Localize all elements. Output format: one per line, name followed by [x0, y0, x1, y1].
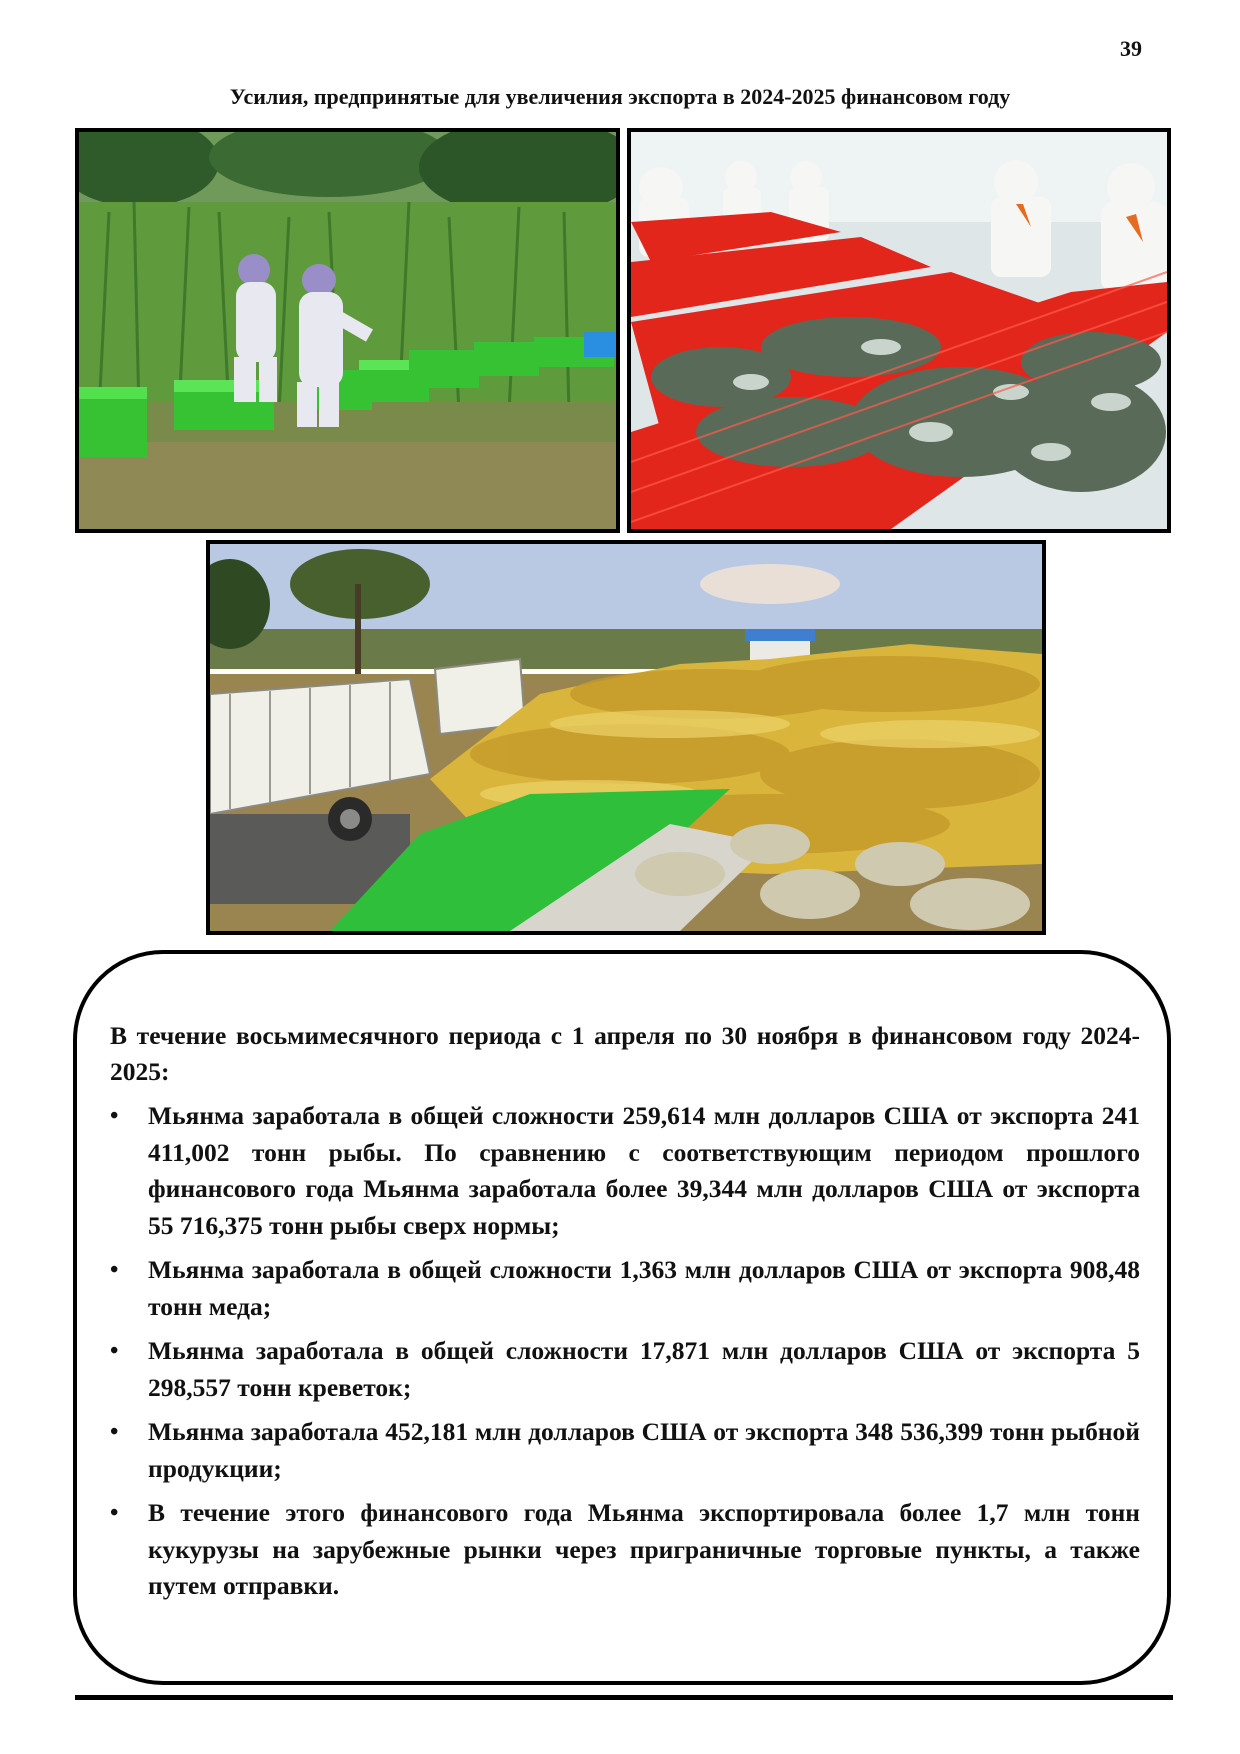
corn-sacks-photo: [206, 540, 1046, 935]
bullet-text: Мьянма заработала 452,181 млн долларов США от экспорта 348 536,399 тонн рыбной продукции;: [148, 1417, 1140, 1483]
shrimp-illustration: [631, 132, 1167, 529]
bullet-dot: •: [110, 1103, 119, 1129]
shrimp-processing-photo: [627, 128, 1171, 533]
list-item: [110, 1098, 1140, 1244]
bullet-text: Мьянма заработала в общей сложности 259,614 млн долларов США от экспорта 241 411,002 тонн рыбы. По сравнению с соответствующим периодом прошлого финансового года Мьянма заработала более 39,344 млн долларов США от экспорта 55 716,375 тонн рыбы сверх нормы;: [148, 1101, 1140, 1240]
intro-paragraph: В течение восьмимесячного периода с 1 апреля по 30 ноября в финансовом году 2024-2025:: [110, 1021, 1140, 1086]
bullet-dot: •: [110, 1419, 119, 1445]
footer-rule: [75, 1695, 1173, 1700]
list-item: [110, 1252, 1140, 1325]
page-title: Усилия, предпринятые для увеличения экспорта в 2024-2025 финансовом году: [229, 84, 1011, 109]
list-item: [110, 1414, 1140, 1487]
beekeeping-illustration: [79, 132, 616, 529]
page-number: 39: [1120, 36, 1142, 61]
corn-sacks-illustration: [210, 544, 1042, 931]
bullet-dot: •: [110, 1338, 119, 1364]
bullet-text: Мьянма заработала в общей сложности 1,363 млн долларов США от экспорта 908,48 тонн меда;: [148, 1255, 1140, 1321]
list-item: [110, 1495, 1140, 1605]
beekeeping-photo: [75, 128, 620, 533]
bullet-text: Мьянма заработала в общей сложности 17,871 млн долларов США от экспорта 5 298,557 тонн креветок;: [148, 1336, 1140, 1402]
bullet-dot: •: [110, 1500, 119, 1526]
list-item: [110, 1333, 1140, 1406]
bullet-text: В течение этого финансового года Мьянма экспортировала более 1,7 млн тонн кукурузы на зарубежные рынки через приграничные торговые пункты, а также путем отправки.: [148, 1498, 1140, 1600]
bullet-dot: •: [110, 1257, 119, 1283]
export-bullet-list: [110, 1098, 1140, 1613]
